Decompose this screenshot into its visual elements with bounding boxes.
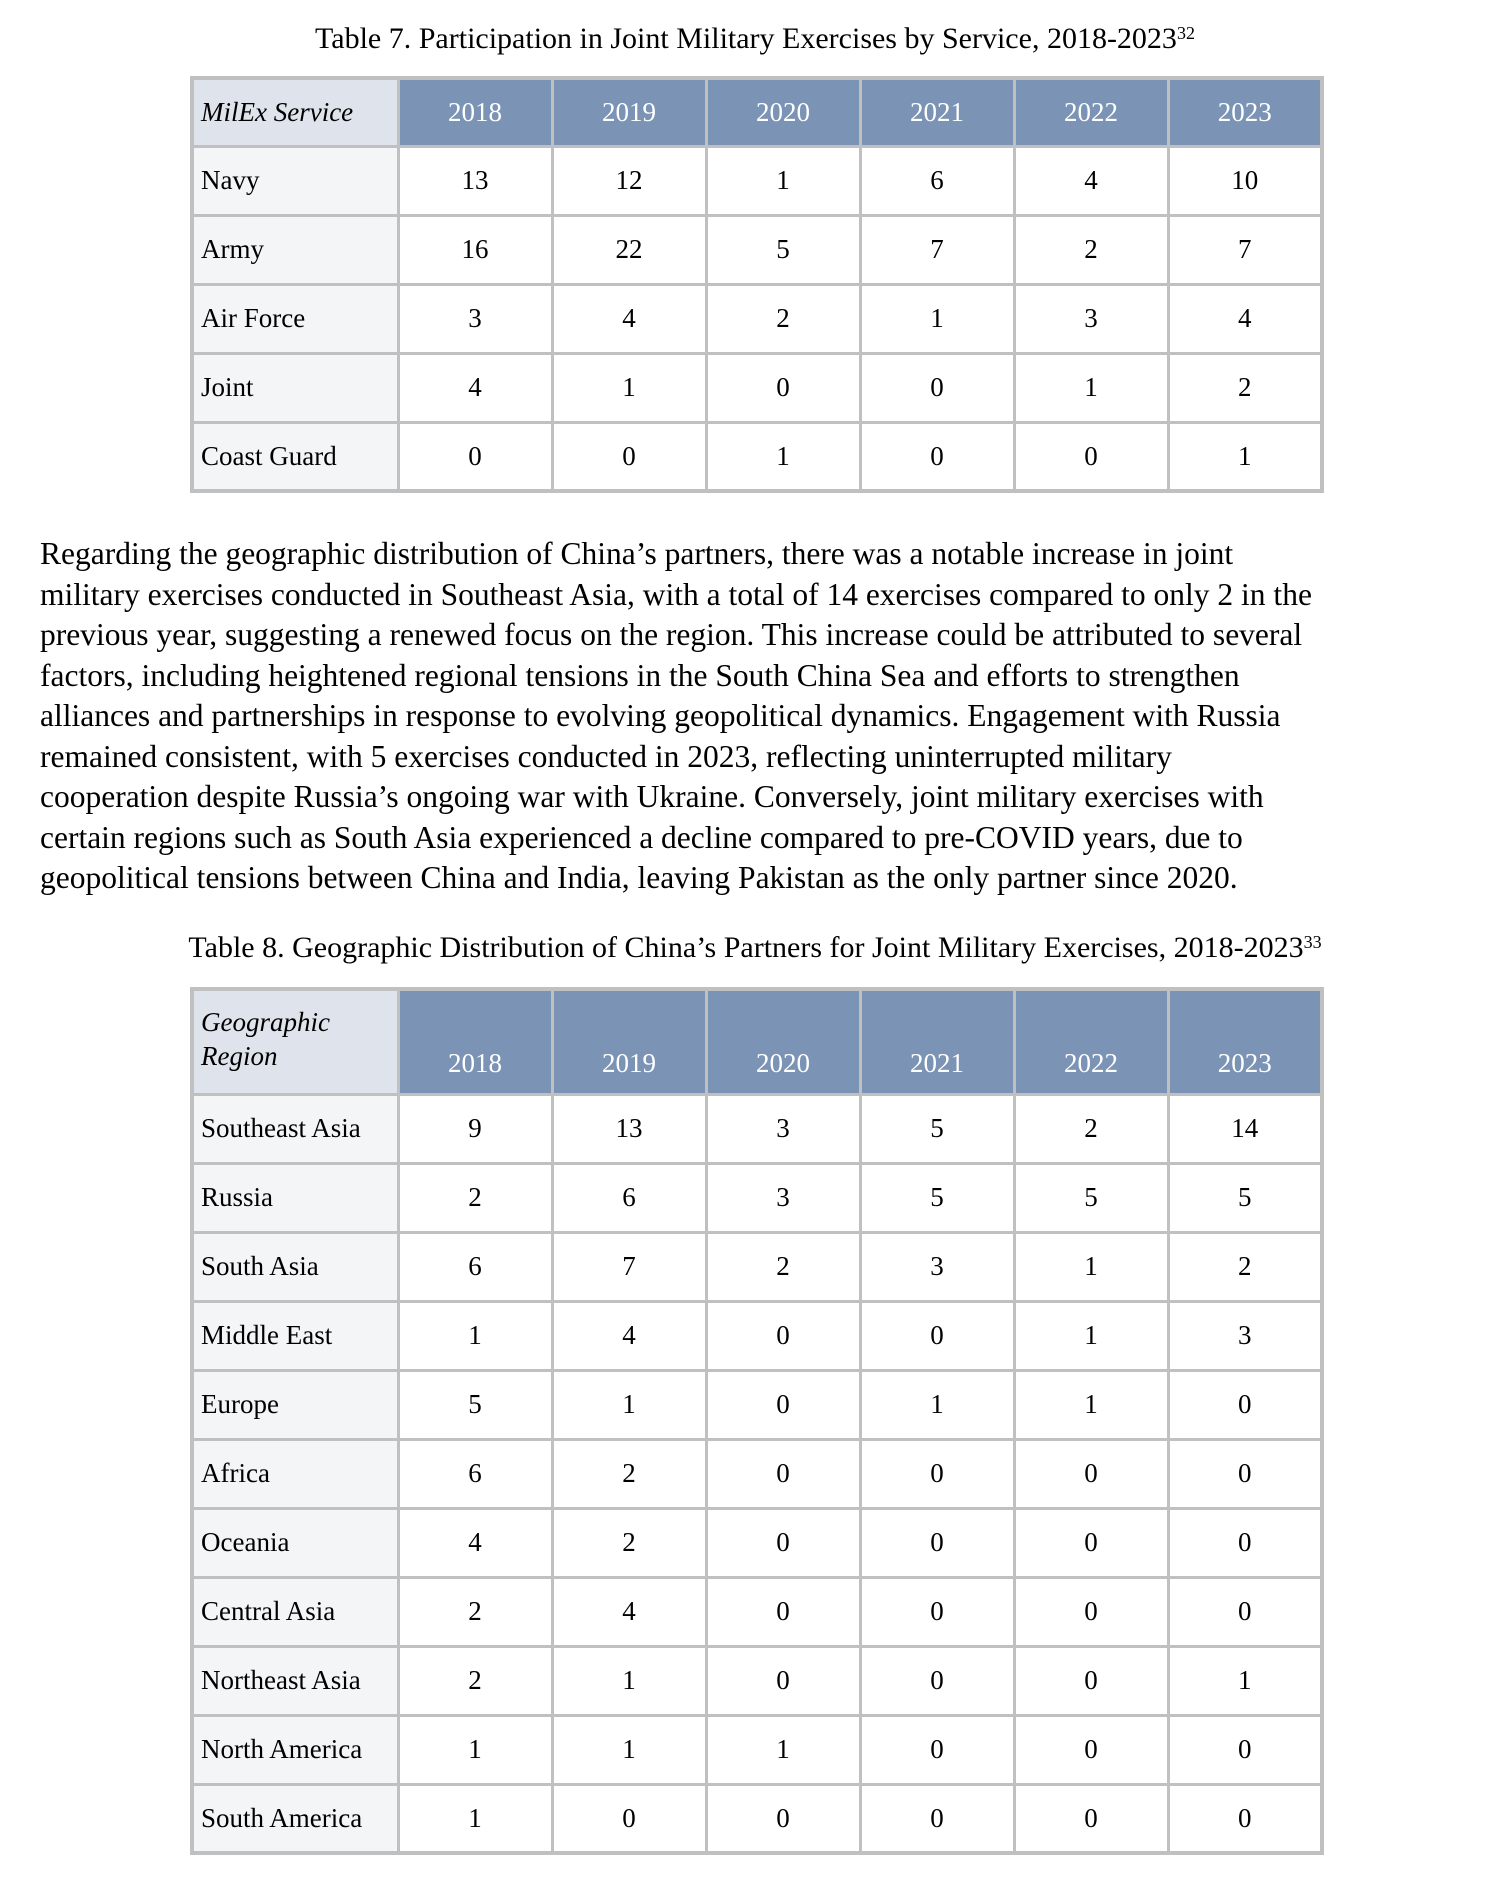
table-8-row-label: South America [192, 1784, 398, 1853]
table-8-cell: 5 [1014, 1163, 1168, 1232]
table-8-cell: 0 [1014, 1439, 1168, 1508]
table-7-cell: 1 [860, 284, 1014, 353]
table-8-cell: 1 [860, 1370, 1014, 1439]
table-7-row [192, 284, 1322, 353]
table-7-row-label: Coast Guard [192, 422, 398, 491]
table-8-cell: 2 [706, 1232, 860, 1301]
table-7-cell: 1 [552, 353, 706, 422]
table-7-cell: 4 [552, 284, 706, 353]
table-8-row-label: Russia [192, 1163, 398, 1232]
table-7-cell: 22 [552, 215, 706, 284]
table-7-header-year: 2019 [552, 78, 706, 146]
table-8-cell: 5 [860, 1094, 1014, 1163]
table-7-header-year: 2018 [398, 78, 552, 146]
table-8-cell: 0 [706, 1784, 860, 1853]
table-8-footnote-ref[interactable]: 33 [1303, 932, 1322, 952]
table-8-cell: 4 [398, 1508, 552, 1577]
table-8-row-label: Southeast Asia [192, 1094, 398, 1163]
table-8-cell: 0 [1168, 1439, 1322, 1508]
table-8-row [192, 1646, 1322, 1715]
paragraph-line: Regarding the geographic distribution of China’s partners, there was a notable increase in joint [40, 536, 1234, 571]
table-7-cell: 0 [398, 422, 552, 491]
table-8-cell: 6 [398, 1439, 552, 1508]
table-7-row [192, 422, 1322, 491]
table-7-cell: 2 [1014, 215, 1168, 284]
table-8-row [192, 1094, 1322, 1163]
table-8-header-year: 2021 [860, 989, 1014, 1094]
table-8-header-year: 2022 [1014, 989, 1168, 1094]
table-7-cell: 3 [398, 284, 552, 353]
table-7-cell: 0 [552, 422, 706, 491]
table-8-cell: 0 [1168, 1784, 1322, 1853]
table-7-cell: 12 [552, 146, 706, 215]
table-7-cell: 4 [1014, 146, 1168, 215]
table-8-cell: 0 [706, 1370, 860, 1439]
table-7-row [192, 215, 1322, 284]
table-8-row-label: Africa [192, 1439, 398, 1508]
table-8-cell: 2 [1168, 1232, 1322, 1301]
table-8-cell: 0 [706, 1508, 860, 1577]
table-8-cell: 0 [1168, 1577, 1322, 1646]
table-8-cell: 0 [706, 1646, 860, 1715]
table-8-caption-text: Table 8. Geographic Distribution of China’s Partners for Joint Military Exercises, 2018-2023 [188, 931, 1304, 964]
table-8-row [192, 1163, 1322, 1232]
table-8-cell: 3 [706, 1094, 860, 1163]
table-7-cell: 2 [706, 284, 860, 353]
table-8-cell: 7 [552, 1232, 706, 1301]
table-8-cell: 1 [1168, 1646, 1322, 1715]
table-8-row [192, 1301, 1322, 1370]
table-8-cell: 0 [860, 1715, 1014, 1784]
table-8-header-year: 2018 [398, 989, 552, 1094]
table-8-cell: 0 [1168, 1370, 1322, 1439]
paragraph-line: factors, including heightened regional tensions in the South China Sea and efforts to strengthen [40, 657, 1240, 693]
table-7-cell: 13 [398, 146, 552, 215]
table-7-cell: 0 [860, 422, 1014, 491]
table-8-cell: 0 [706, 1301, 860, 1370]
table-7-row [192, 146, 1322, 215]
table-8-row [192, 1370, 1322, 1439]
table-7-header-year: 2021 [860, 78, 1014, 146]
table-8-cell: 5 [1168, 1163, 1322, 1232]
table-8-cell: 1 [552, 1715, 706, 1784]
table-7-cell: 7 [1168, 215, 1322, 284]
table-8-header-row [192, 989, 1322, 1094]
table-8-row [192, 1784, 1322, 1853]
paragraph-line: previous year, suggesting a renewed focus on the region. This increase could be attributed to several [40, 617, 1303, 652]
table-8-header-year: 2019 [552, 989, 706, 1094]
table-8-cell: 1 [398, 1715, 552, 1784]
table-8-cell: 0 [1014, 1784, 1168, 1853]
table-8-cell: 0 [706, 1439, 860, 1508]
table-7-cell: 10 [1168, 146, 1322, 215]
table-8-cell: 1 [552, 1370, 706, 1439]
table-8-cell: 0 [860, 1646, 1014, 1715]
table-7-caption [0, 21, 1494, 57]
table-8-cell: 1 [1014, 1370, 1168, 1439]
table-8-row-label: South Asia [192, 1232, 398, 1301]
table-8-row-label: Oceania [192, 1508, 398, 1577]
table-8-cell: 2 [1014, 1094, 1168, 1163]
table-8-cell: 2 [398, 1163, 552, 1232]
table-7-row [192, 353, 1322, 422]
table-8-cell: 2 [398, 1646, 552, 1715]
table-7-header-year: 2023 [1168, 78, 1322, 146]
table-7-caption-text: Table 7. Participation in Joint Military Exercises by Service, 2018-2023 [315, 22, 1177, 55]
table-8-cell: 1 [706, 1715, 860, 1784]
table-8-cell: 3 [706, 1163, 860, 1232]
table-8-cell: 4 [552, 1301, 706, 1370]
table-8-row-label: North America [192, 1715, 398, 1784]
table-7-body [192, 146, 1322, 491]
table-8-cell: 14 [1168, 1094, 1322, 1163]
table-8-cell: 0 [706, 1577, 860, 1646]
table-8-cell: 0 [1168, 1508, 1322, 1577]
table-7-cell: 6 [860, 146, 1014, 215]
table-7-cell: 7 [860, 215, 1014, 284]
table-8-cell: 1 [398, 1784, 552, 1853]
table-8-cell: 2 [552, 1508, 706, 1577]
table-8-row-label: Middle East [192, 1301, 398, 1370]
table-8-cell: 2 [398, 1577, 552, 1646]
table-8-cell: 5 [398, 1370, 552, 1439]
table-7-header-label: MilEx Service [192, 78, 398, 146]
table-8-cell: 1 [552, 1646, 706, 1715]
table-8-cell: 0 [1014, 1508, 1168, 1577]
table-8-cell: 6 [398, 1232, 552, 1301]
table-8-row-label: Europe [192, 1370, 398, 1439]
table-8-cell: 0 [860, 1508, 1014, 1577]
table-7-cell: 3 [1014, 284, 1168, 353]
table-8-row [192, 1508, 1322, 1577]
table-8-cell: 13 [552, 1094, 706, 1163]
table-8-cell: 0 [860, 1439, 1014, 1508]
table-7-cell: 5 [706, 215, 860, 284]
table-8-cell: 0 [552, 1784, 706, 1853]
table-8-header-label [192, 989, 398, 1094]
paragraph-line: geopolitical tensions between China and India, leaving Pakistan as the only partner since 2020. [40, 860, 1238, 895]
table-8-row-label: Central Asia [192, 1577, 398, 1646]
table-8-row [192, 1232, 1322, 1301]
table-8-header-label-line2: Region [201, 1041, 278, 1071]
table-8-row [192, 1715, 1322, 1784]
table-8-cell: 0 [1014, 1715, 1168, 1784]
paragraph-line: certain regions such as South Asia experienced a decline compared to pre-COVID years, due to [40, 819, 1243, 855]
table-7-cell: 4 [398, 353, 552, 422]
table-8-cell: 0 [1014, 1646, 1168, 1715]
paragraph-line: cooperation despite Russia’s ongoing war with Ukraine. Conversely, joint military exercises with [40, 779, 1264, 814]
table-7-footnote-ref[interactable]: 32 [1176, 23, 1195, 43]
paragraph-line: alliances and partnerships in response to evolving geopolitical dynamics. Engagement with Russia [40, 698, 1281, 733]
paragraph-line: military exercises conducted in Southeast Asia, with a total of 14 exercises compared to only 2 in the [40, 576, 1312, 612]
table-8-cell: 4 [552, 1577, 706, 1646]
table-7-row-label: Army [192, 215, 398, 284]
table-7-cell: 2 [1168, 353, 1322, 422]
table-8-row-label: Northeast Asia [192, 1646, 398, 1715]
table-8-cell: 5 [860, 1163, 1014, 1232]
table-8-header-label-line1: Geographic [201, 1007, 330, 1037]
table-8-cell: 3 [860, 1232, 1014, 1301]
paragraph-line: remained consistent, with 5 exercises conducted in 2023, reflecting uninterrupted military [40, 738, 1172, 774]
table-8-cell: 9 [398, 1094, 552, 1163]
table-8-cell: 0 [1014, 1577, 1168, 1646]
table-8-row [192, 1577, 1322, 1646]
table-7-cell: 0 [1014, 422, 1168, 491]
table-7-cell: 1 [1014, 353, 1168, 422]
table-8-cell: 0 [860, 1577, 1014, 1646]
table-7-cell: 1 [706, 422, 860, 491]
table-8-header-year: 2020 [706, 989, 860, 1094]
body-paragraph [40, 534, 1480, 899]
table-8-caption [0, 930, 1494, 966]
table-8-row [192, 1439, 1322, 1508]
table-8-header-year: 2023 [1168, 989, 1322, 1094]
table-8-cell: 2 [552, 1439, 706, 1508]
table-8-cell: 1 [1014, 1232, 1168, 1301]
table-7-cell: 0 [706, 353, 860, 422]
table-7-cell: 16 [398, 215, 552, 284]
table-8-cell: 1 [1014, 1301, 1168, 1370]
table-7-cell: 4 [1168, 284, 1322, 353]
table-7-header-year: 2022 [1014, 78, 1168, 146]
table-7-cell: 0 [860, 353, 1014, 422]
table-8-cell: 0 [1168, 1715, 1322, 1784]
table-7-header-row [192, 78, 1322, 146]
table-7-header-year: 2020 [706, 78, 860, 146]
table-7-row-label: Joint [192, 353, 398, 422]
table-7-cell: 1 [706, 146, 860, 215]
table-7-service-participation [190, 76, 1324, 493]
table-8-cell: 0 [860, 1784, 1014, 1853]
table-7-cell: 1 [1168, 422, 1322, 491]
table-8-cell: 0 [860, 1301, 1014, 1370]
table-7-row-label: Air Force [192, 284, 398, 353]
table-8-body [192, 1094, 1322, 1853]
table-8-cell: 1 [398, 1301, 552, 1370]
table-8-cell: 3 [1168, 1301, 1322, 1370]
table-7-row-label: Navy [192, 146, 398, 215]
table-8-cell: 6 [552, 1163, 706, 1232]
table-8-geographic-distribution [190, 987, 1324, 1855]
